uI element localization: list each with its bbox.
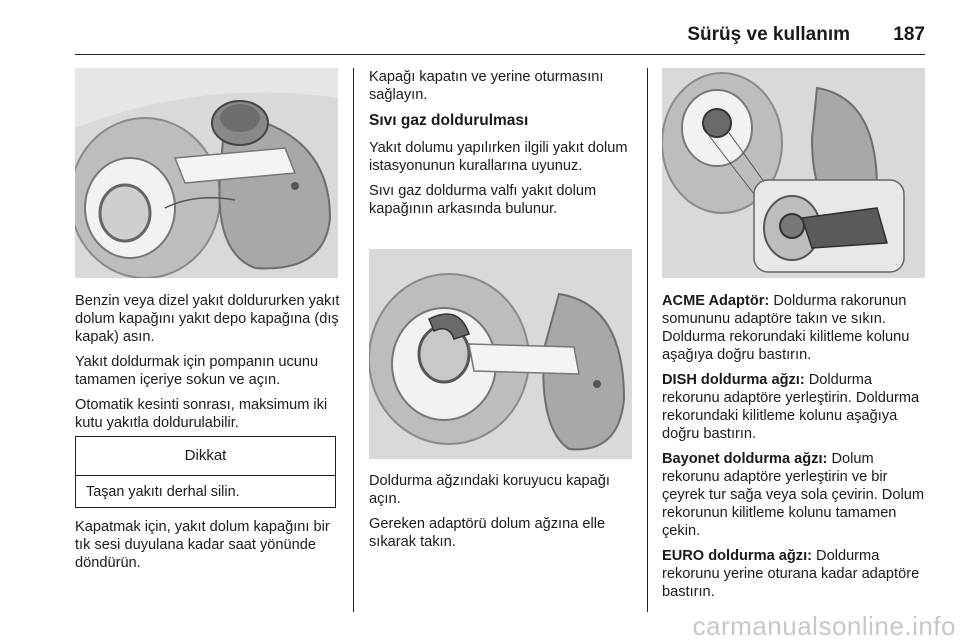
paragraph-lpg-1: Yakıt dolumu yapılırken ilgili yakıt dolum istasyonunun kurallarına uyunuz. (369, 140, 628, 174)
item-bayonet (662, 450, 928, 540)
page-header (0, 24, 925, 54)
section-title: Sürüş ve kullanım (687, 24, 850, 45)
item-bayonet-text: Dolum rekorunu adaptöre yerleştirin ve bir çeyrek tur sağa veya sola çevirin. Dolum rekorunun kilitleme kolunu tamamen çekin. (662, 451, 924, 539)
column-3 (662, 292, 928, 608)
column-1 (75, 292, 340, 439)
paragraph-3: Otomatik kesinti sonrası, maksimum iki kutu yakıtla doldurulabilir. (75, 397, 328, 431)
item-acme-text: Doldurma rakorunun somununu adaptöre takın ve sıkın. Doldurma rekorundaki kilitleme kolunu aşağıya doğru bastırın. (662, 293, 910, 363)
header-rule (75, 54, 925, 55)
paragraph-open-cap: Doldurma ağzındaki koruyucu kapağı açın. (369, 473, 610, 507)
item-euro-text: Doldurma rekorunu yerine oturana kadar adaptöre bastırın. (662, 548, 920, 600)
item-bayonet-label: Bayonet doldurma ağzı: (662, 451, 828, 467)
page-number: 187 (893, 24, 925, 45)
paragraph-1: Benzin veya dizel yakıt doldururken yakıt dolum kapağını yakıt depo kapağına (dış kapak) asın. (75, 293, 340, 345)
adapter-illustration (662, 68, 925, 278)
lpg-valve-illustration (369, 249, 632, 459)
item-dish-label: DISH doldurma ağzı: (662, 372, 805, 388)
paragraph-closing: Kapatmak için, yakıt dolum kapağını bir tık sesi duyulana kadar saat yönünde döndürün. (75, 519, 330, 571)
notice-text: Taşan yakıtı derhal silin. (86, 484, 240, 500)
paragraph-lpg-2: Sıvı gaz doldurma valfı yakıt dolum kapağının arkasında bulunur. (369, 183, 597, 217)
item-acme-label: ACME Adaptör: (662, 293, 770, 309)
item-euro (662, 547, 928, 601)
item-euro-label: EURO doldurma ağzı: (662, 548, 812, 564)
column-1-bottom (75, 518, 340, 579)
item-acme (662, 292, 928, 364)
warning-notice-box (75, 436, 336, 508)
section-heading: Sıvı gaz doldurulması (369, 112, 529, 129)
fuel-cap-illustration (75, 68, 338, 278)
item-dish (662, 371, 928, 443)
column-2 (369, 68, 634, 225)
item-dish-text: Doldurma rekorunu adaptöre yerleştirin. Doldurma rekorundaki kilitleme kolunu aşağıya doğru bastırın. (662, 372, 920, 442)
paragraph-fit-adapter: Gereken adaptörü dolum ağzına elle sıkarak takın. (369, 516, 606, 550)
column-divider-2 (647, 68, 648, 612)
watermark: carmanualsonline.info (692, 611, 956, 641)
paragraph-2: Yakıt doldurmak için pompanın ucunu tamamen içeriye sokun ve açın. (75, 354, 319, 388)
column-divider-1 (353, 68, 354, 612)
paragraph-intro: Kapağı kapatın ve yerine oturmasını sağlayın. (369, 69, 604, 103)
notice-title: Dikkat (76, 437, 335, 476)
column-2-bottom (369, 472, 634, 558)
